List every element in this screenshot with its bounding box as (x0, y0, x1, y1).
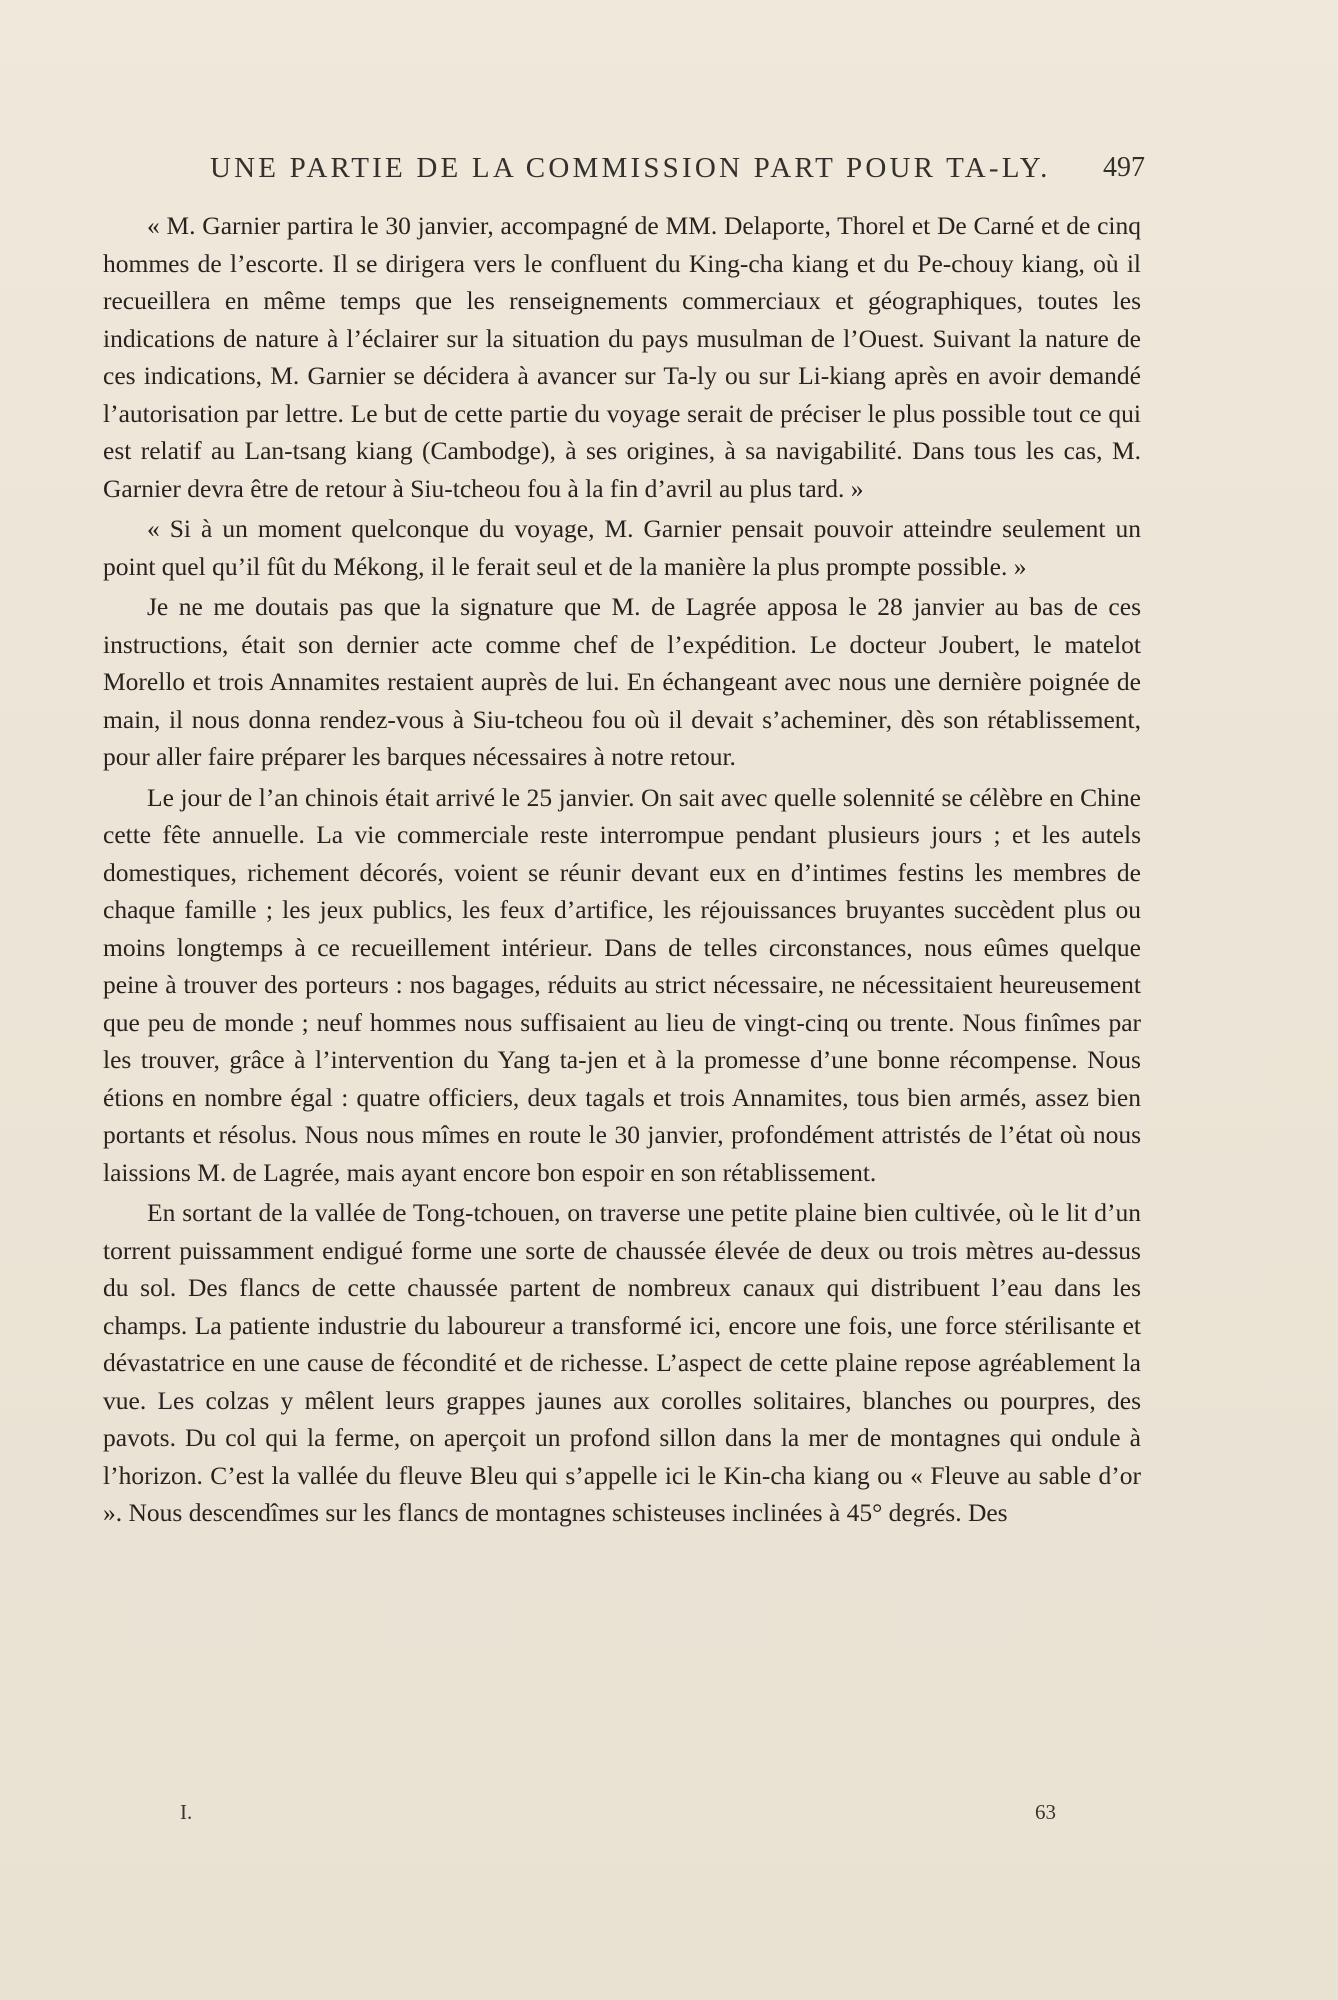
running-title: UNE PARTIE DE LA COMMISSION PART POUR TA-LY. (210, 152, 1051, 184)
page-number: 497 (1103, 152, 1145, 183)
paragraph-chinese-new-year: Le jour de l’an chinois était arrivé le 25 janvier. On sait avec quelle solennité se célèbre en Chine cette fête annuelle. La vie commerciale reste interrompue pendant plusieurs jours ; et les autels domestiques, richement décorés, voient se réunir devant eux en d’intimes festins les membres de chaque famille ; les jeux publics, les feux d’artifice, les réjouissances bruyantes succèdent plus ou moins longtemps à ce recueillement intérieur. Dans de telles circonstances, nous eûmes quelque peine à trouver des porteurs : nos bagages, réduits au strict nécessaire, ne nécessitaient heureusement que peu de monde ; neuf hommes nous suffisaient au lieu de vingt-cinq ou trente. Nous finîmes par les trouver, grâce à l’intervention du Yang ta-jen et à la promesse d’une bonne récompense. Nous étions en nombre égal : quatre officiers, deux tagals et trois Annamites, tous bien armés, assez bien portants et résolus. Nous nous mîmes en route le 30 janvier, profondément attristés de l’état où nous laissions M. de Lagrée, mais ayant encore bon espoir en son rétablissement. (103, 782, 1141, 1187)
volume-mark: I. (180, 1800, 193, 1824)
signature-mark: 63 (1035, 1800, 1056, 1824)
body-text (103, 207, 1141, 1535)
paragraph-lagree-signature: Je ne me doutais pas que la signature que M. de Lagrée apposa le 28 janvier au bas de ces instructions, était son dernier acte comme chef de l’expédition. Le docteur Joubert, le matelot Morello et trois Annamites restaient auprès de lui. En échangeant avec nous une dernière poignée de main, il nous donna rendez-vous à Siu-tcheou fou où il devait s’acheminer, dès son rétablissement, pour aller faire préparer les barques nécessaires à notre retour. (103, 592, 1141, 771)
page-footer (180, 1800, 1056, 1830)
page-header (210, 152, 1145, 192)
paragraph-tong-tchouen-valley: En sortant de la vallée de Tong-tchouen, on traverse une petite plaine bien cultivée, où le lit d’un torrent puissamment endigué forme une sorte de chaussée élevée de deux ou trois mètres au-dessus du sol. Des flancs de cette chaussée partent de nombreux canaux qui distribuent l’eau dans les champs. La patiente industrie du laboureur a transformé ici, encore une fois, une force stérilisante et dévastatrice en une cause de fécondité et de richesse. L’aspect de cette plaine repose agréablement la vue. Les colzas y mêlent leurs grappes jaunes aux corolles solitaires, blanches ou pourpres, des pavots. Du col qui la ferme, on aperçoit un profond sillon dans la mer de montagnes qui ondule à l’horizon. C’est la vallée du fleuve Bleu qui s’appelle ici le Kin-cha kiang ou « Fleuve au sable d’or ». Nous descendîmes sur les flancs de montagnes schisteuses inclinées à 45° degrés. Des (103, 1198, 1141, 1527)
paragraph-instructions-quote: « M. Garnier partira le 30 janvier, accompagné de MM. Delaporte, Thorel et De Carné et de cinq hommes de l’escorte. Il se dirigera vers le confluent du King-cha kiang et du Pe-chouy kiang, où il recueillera en même temps que les renseignements commerciaux et géographiques, toutes les indications de nature à l’éclairer sur la situation du pays musulman de l’Ouest. Suivant la nature de ces indications, M. Garnier se décidera à avancer sur Ta-ly ou sur Li-kiang après en avoir demandé l’autorisation par lettre. Le but de cette partie du voyage serait de préciser le plus possible tout ce qui est relatif au Lan-tsang kiang (Cambodge), à ses origines, à sa navigabilité. Dans tous les cas, M. Garnier devra être de retour à Siu-tcheou fou à la fin d’avril au plus tard. » (103, 211, 1141, 503)
paragraph-mekong-quote: « Si à un moment quelconque du voyage, M. Garnier pensait pouvoir atteindre seulement un point quel qu’il fût du Mékong, il le ferait seul et de la manière la plus prompte possible. » (103, 514, 1141, 581)
